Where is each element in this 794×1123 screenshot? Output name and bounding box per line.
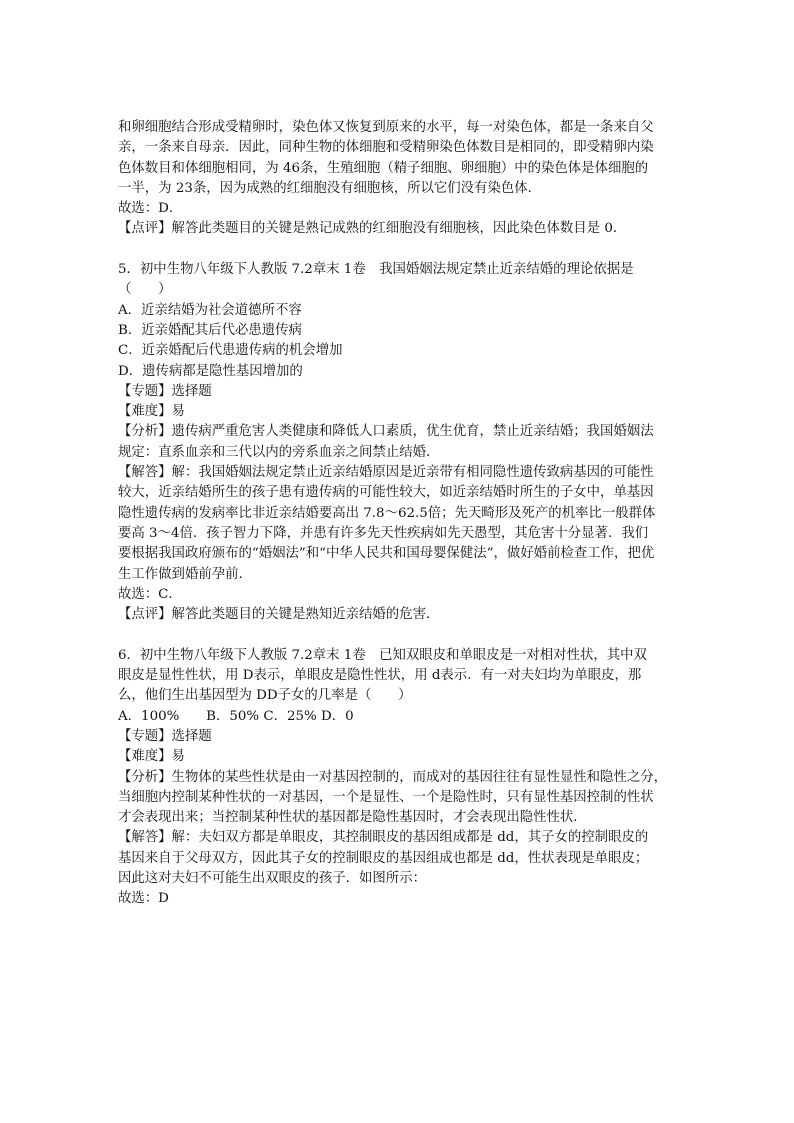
spacer [118,625,678,645]
solution-line: 【解答】解：我国婚姻法规定禁止近亲结婚原因是近亲带有相同隐性遗传致病基因的可能性 [118,465,654,481]
question-6 [118,646,678,910]
paragraph-line: 和卵细胞结合形成受精卵时，染色体又恢复到原来的水平，每一对染色体，都是一条来自父 [118,120,654,135]
comment-line: 【点评】解答此类题目的关键是熟知近亲结婚的危害． [118,607,440,623]
option-a: A．近亲结婚为社会道德所不容 [118,302,302,318]
question-stem: 5．初中生物八年级下人教版 7.2章末 1卷 我国婚姻法规定禁止近亲结婚的理论依据是 [118,262,634,278]
option-c: C．近亲婚配后代患遗传病的机会增加 [118,343,343,359]
question-stem: （ ） [118,282,172,298]
analysis-line: 才会表现出来；当控制某种性状的基因都是隐性基因时，才会表现出隐性性状． [118,810,587,826]
difficulty-label: 【难度】易 [118,749,185,765]
solution-line: 生工作做到婚前孕前． [118,566,252,582]
option-b: B．近亲婚配其后代必患遗传病 [118,322,302,338]
paragraph-line: 色体数目和体细胞相同，为 46条，生殖细胞（精子细胞、卵细胞）中的染色体是体细胞的 [118,160,649,176]
question-stem: 6．初中生物八年级下人教版 7.2章末 1卷 已知双眼皮和单眼皮是一对相对性状，其中双 [118,647,647,663]
topic-label: 【专题】选择题 [118,383,212,399]
option-d: D．遗传病都是隐性基因增加的 [118,363,303,379]
question-stem: 么，他们生出基因型为 DD子女的几率是（ ） [118,688,412,704]
topic-label: 【专题】选择题 [118,728,212,744]
paragraph-line: 一半，为 23条，因为成熟的红细胞没有细胞核，所以它们没有染色体． [118,180,542,196]
difficulty-label: 【难度】易 [118,404,185,420]
document-page [118,118,678,910]
analysis-line: 【分析】遗传病严重危害人类健康和降低人口素质，优生优育，禁止近亲结婚；我国婚姻法 [118,424,654,440]
answer-line: 故选：C． [118,586,182,602]
analysis-line: 规定：直系血亲和三代以内的旁系血亲之间禁止结婚． [118,444,440,460]
comment-line: 【点评】解答此类题目的关键是熟记成熟的红细胞没有细胞核，因此染色体数目是 0． [118,221,627,237]
solution-line: 要高 3～4倍．孩子智力下降，并患有许多先天性疾病如先天愚型，其危害十分显著．我们 [118,525,649,541]
question-4-tail [118,118,678,240]
solution-line: 较大，近亲结婚所生的孩子患有遗传病的可能性较大，如近亲结婚时所生的子女中，单基因 [118,485,654,501]
analysis-line: 【分析】生物体的某些性状是由一对基因控制的，而成对的基因往往有显性显性和隐性之分， [118,769,668,785]
solution-line: 【解答】解：夫妇双方都是单眼皮，其控制眼皮的基因组成都是 dd，其子女的控制眼皮的 [118,830,649,846]
solution-line: 要根据我国政府颁布的“婚姻法”和“中华人民共和国母婴保健法”，做好婚前检查工作，把优 [118,546,655,562]
paragraph-line: 亲，一条来自母亲．因此，同种生物的体细胞和受精卵染色体数目是相同的，即受精卵内染 [118,140,654,156]
spacer [118,240,678,260]
answer-line: 故选：D [118,891,169,907]
analysis-line: 当细胞内控制某种性状的一对基因，一个是显性、一个是隐性时，只有显性基因控制的性状 [118,789,654,805]
question-stem: 眼皮是显性性状，用 D表示，单眼皮是隐性性状，用 d表示．有一对夫妇均为单眼皮，那 [118,668,642,684]
question-5 [118,260,678,625]
options-line: A．100% B．50% C．25% D．0 [118,708,354,724]
solution-line: 因此这对夫妇不可能生出双眼皮的孩子．如图所示： [118,870,426,886]
solution-line: 基因来自于父母双方，因此其子女的控制眼皮的基因组成也都是 dd，性状表现是单眼皮； [118,850,649,866]
solution-line: 隐性遗传病的发病率比非近亲结婚要高出 7.8～62.5倍；先天畸形及死产的机率比一般群体 [118,505,656,521]
answer-line: 故选：D． [118,201,183,217]
